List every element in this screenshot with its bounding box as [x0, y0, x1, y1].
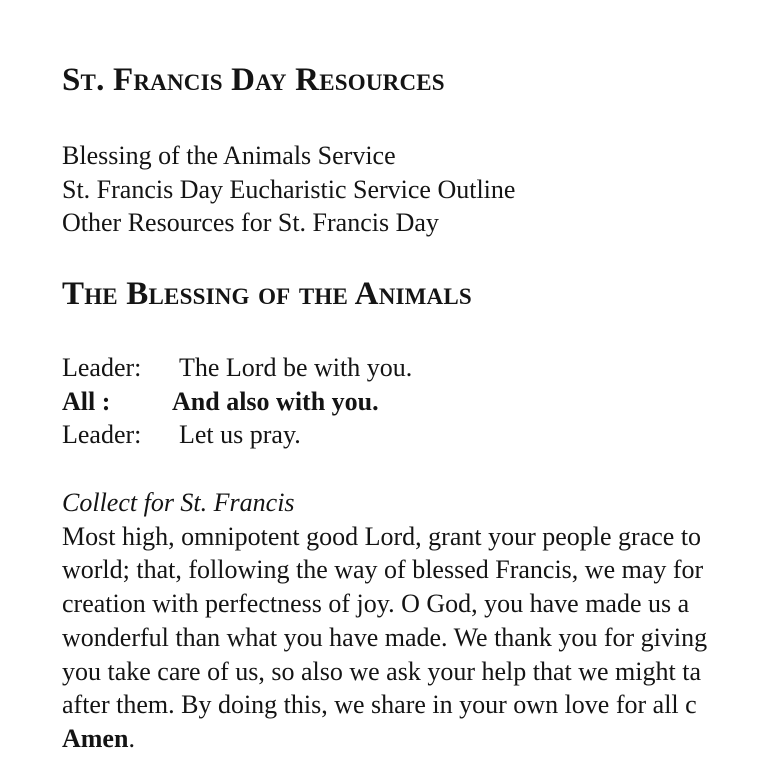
amen-punctuation: .	[128, 723, 135, 753]
resources-list	[62, 139, 515, 240]
dialog-speaker: Leader:	[62, 353, 142, 382]
resources-heading: St. Francis Day Resources	[62, 62, 445, 98]
dialog-text: And also with you.	[172, 386, 379, 416]
dialog-text: The Lord be with you.	[179, 353, 413, 382]
dialog-text: Let us pray.	[179, 420, 301, 449]
collect-line: Most high, omnipotent good Lord, grant your people grace to	[62, 521, 702, 551]
resource-item-blessing: Blessing of the Animals Service	[62, 141, 396, 170]
resource-item-eucharistic-outline: St. Francis Day Eucharistic Service Outline	[62, 174, 516, 204]
collect-line: wonderful than what you have made. We thank you for giving	[62, 622, 708, 652]
dialog-speaker: Leader:	[62, 420, 142, 449]
collect-heading: Collect for St. Francis	[62, 488, 295, 517]
collect-line: creation with perfectness of joy. O God, you have made us a	[62, 589, 690, 619]
collect-section	[62, 486, 707, 756]
resource-item-other-resources: Other Resources for St. Francis Day	[62, 208, 439, 237]
collect-line: after them. By doing this, we share in your own love for all c	[62, 690, 697, 720]
collect-closing-line	[62, 722, 707, 756]
amen-text: Amen	[62, 723, 129, 753]
blessing-heading: The Blessing of the Animals	[62, 276, 472, 312]
dialog-speaker: All :	[62, 386, 111, 416]
collect-line: world; that, following the way of blessed Francis, we may for	[62, 555, 704, 585]
collect-line: you take care of us, so also we ask your help that we might ta	[62, 656, 701, 686]
